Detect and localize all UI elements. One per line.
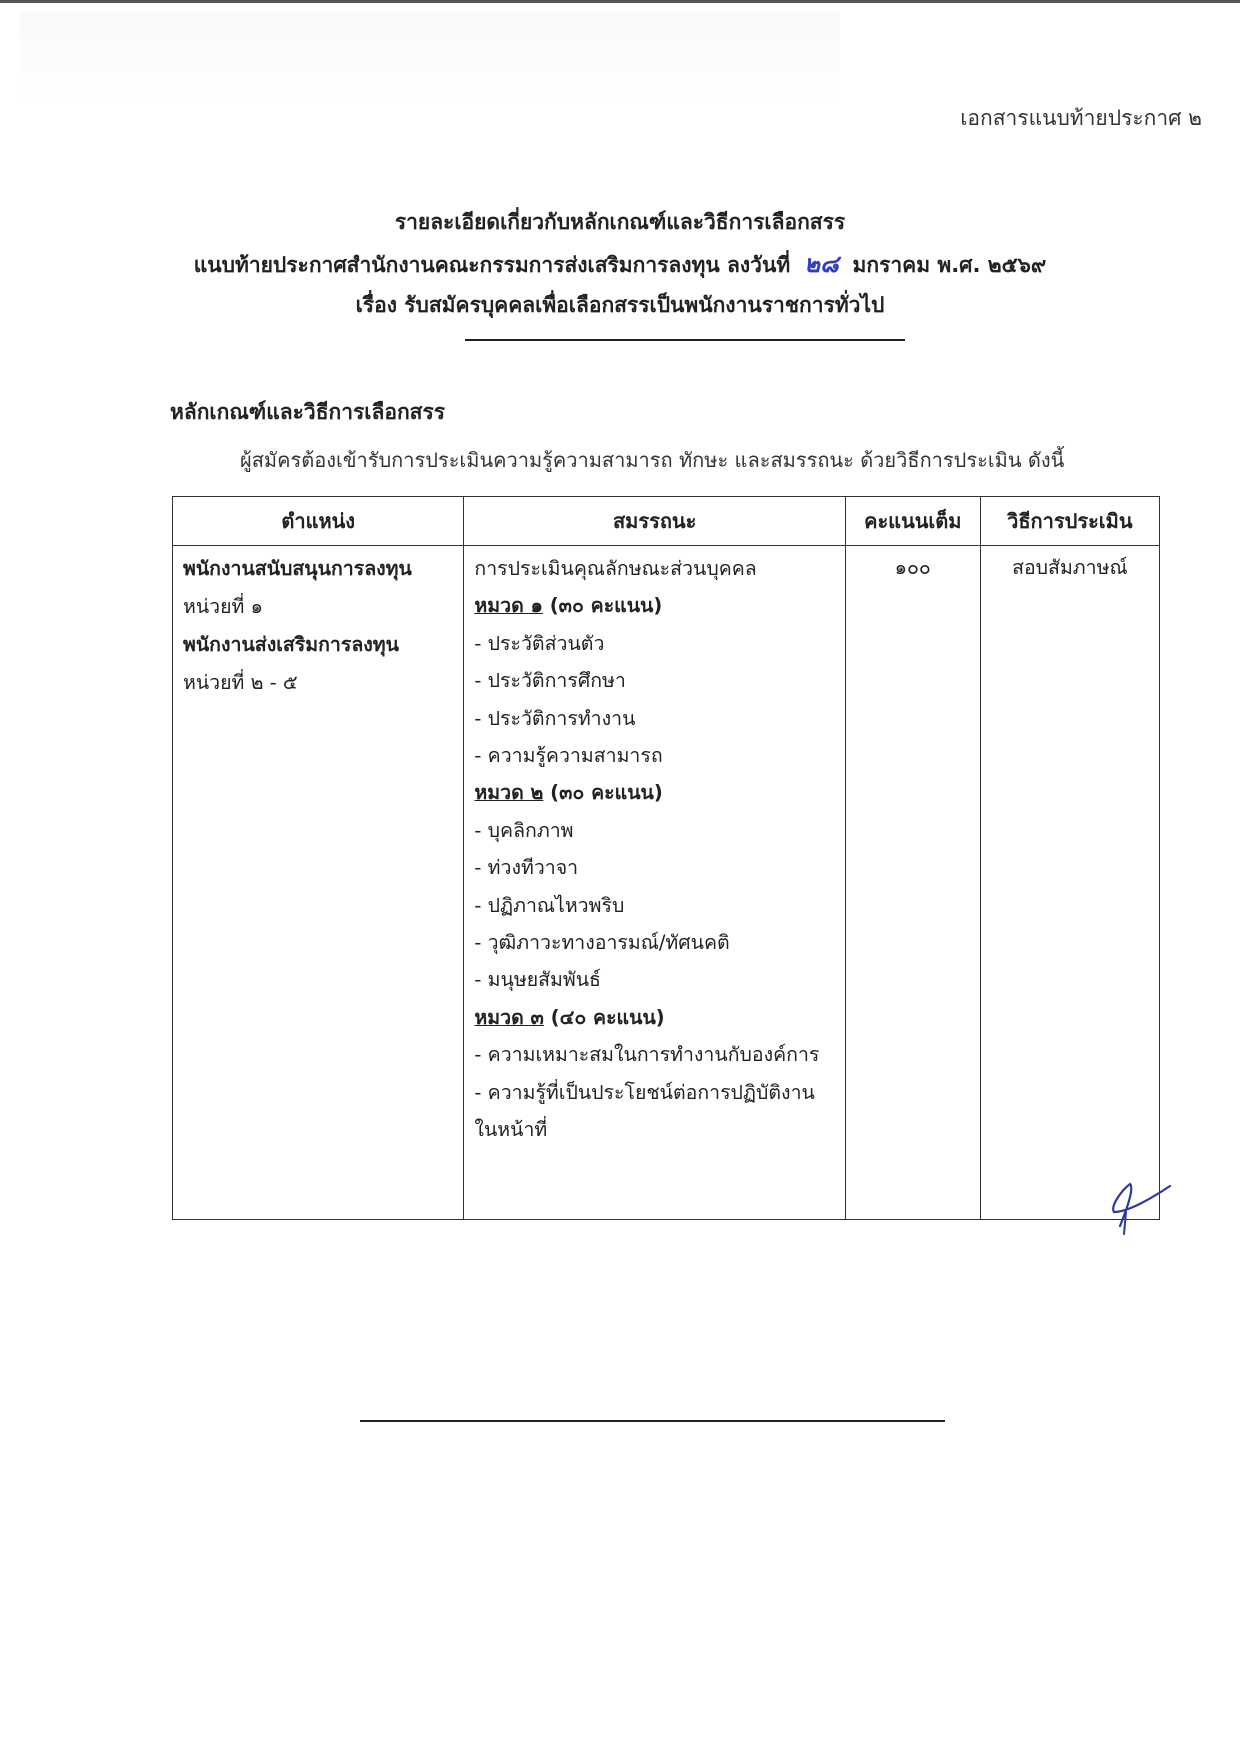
category-heading: [474, 999, 834, 1036]
category-points: (๓๐ คะแนน): [542, 594, 663, 618]
list-item: - ความรู้ความสามารถ: [474, 744, 663, 768]
position-cell: [173, 546, 464, 1220]
table-row: [173, 546, 1160, 1220]
list-item: - มนุษยสัมพันธ์: [474, 968, 601, 992]
list-item: ในหน้าที่: [474, 1118, 548, 1142]
heading-2-prefix: แนบท้ายประกาศสำนักงานคณะกรรมการส่งเสริมการลงทุน ลงวันที่: [193, 253, 791, 277]
header-method: วิธีการประเมิน: [980, 497, 1159, 546]
category-name: หมวด ๓: [474, 1005, 544, 1029]
scan-artifact: [20, 12, 840, 102]
document-heading-3: เรื่อง รับสมัครบุคคลเพื่อเลือกสรรเป็นพนักงานราชการทั่วไป: [355, 293, 885, 317]
position-unit: หน่วยที่ ๑: [183, 595, 263, 618]
annex-label: เอกสารแนบท้ายประกาศ ๒: [960, 106, 1202, 130]
section-title: หลักเกณฑ์และวิธีการเลือกสรร: [170, 400, 446, 424]
document-heading-1: รายละเอียดเกี่ยวกับหลักเกณฑ์และวิธีการเลือกสรร: [394, 210, 846, 234]
header-competency: สมรรถนะ: [464, 497, 845, 546]
category-heading: [474, 587, 834, 624]
handwritten-day: ๒๘: [804, 250, 839, 278]
category-name: หมวด ๒: [474, 781, 544, 805]
position-title: พนักงานสนับสนุนการลงทุน: [183, 557, 412, 580]
footer-divider: [360, 1420, 945, 1422]
list-item: - ความเหมาะสมในการทำงานกับองค์การ: [474, 1043, 820, 1067]
category-heading: [474, 774, 834, 811]
heading-divider: [465, 339, 905, 341]
heading-2-suffix: มกราคม พ.ศ. ๒๕๖๙: [852, 253, 1047, 277]
signature-initial: [1100, 1176, 1172, 1236]
category-name: หมวด ๑: [474, 594, 543, 618]
header-position: ตำแหน่ง: [173, 497, 464, 546]
scan-edge: [0, 0, 1240, 3]
list-item: - ความรู้ที่เป็นประโยชน์ต่อการปฏิบัติงาน: [474, 1080, 815, 1104]
position-unit: หน่วยที่ ๒ - ๕: [183, 671, 298, 694]
header-full-score: คะแนนเต็ม: [845, 497, 980, 546]
document-heading-2: [0, 244, 1240, 285]
position-title: พนักงานส่งเสริมการลงทุน: [183, 633, 399, 656]
list-item: - ท่วงทีวาจา: [474, 856, 579, 880]
category-points: (๓๐ คะแนน): [543, 781, 663, 805]
full-score-cell: ๑๐๐: [845, 546, 980, 1220]
list-item: - ประวัติการทำงาน: [474, 706, 636, 730]
list-item: - ปฏิภาณไหวพริบ: [474, 893, 625, 917]
criteria-table: [172, 496, 1160, 1220]
list-item: - ประวัติส่วนตัว: [474, 631, 605, 655]
list-item: - วุฒิภาวะทางอารมณ์/ทัศนคติ: [474, 931, 730, 955]
list-item: - ประวัติการศึกษา: [474, 669, 626, 693]
table-header-row: [173, 497, 1160, 546]
method-cell: สอบสัมภาษณ์: [980, 546, 1159, 1220]
category-points: (๔๐ คะแนน): [543, 1005, 665, 1029]
competency-intro: การประเมินคุณลักษณะส่วนบุคคล: [474, 557, 757, 580]
competency-cell: [464, 546, 845, 1220]
intro-paragraph: ผู้สมัครต้องเข้ารับการประเมินความรู้ความสามารถ ทักษะ และสมรรถนะ ด้วยวิธีการประเมิน ดังนี้: [240, 448, 1065, 472]
list-item: - บุคลิกภาพ: [474, 818, 574, 842]
